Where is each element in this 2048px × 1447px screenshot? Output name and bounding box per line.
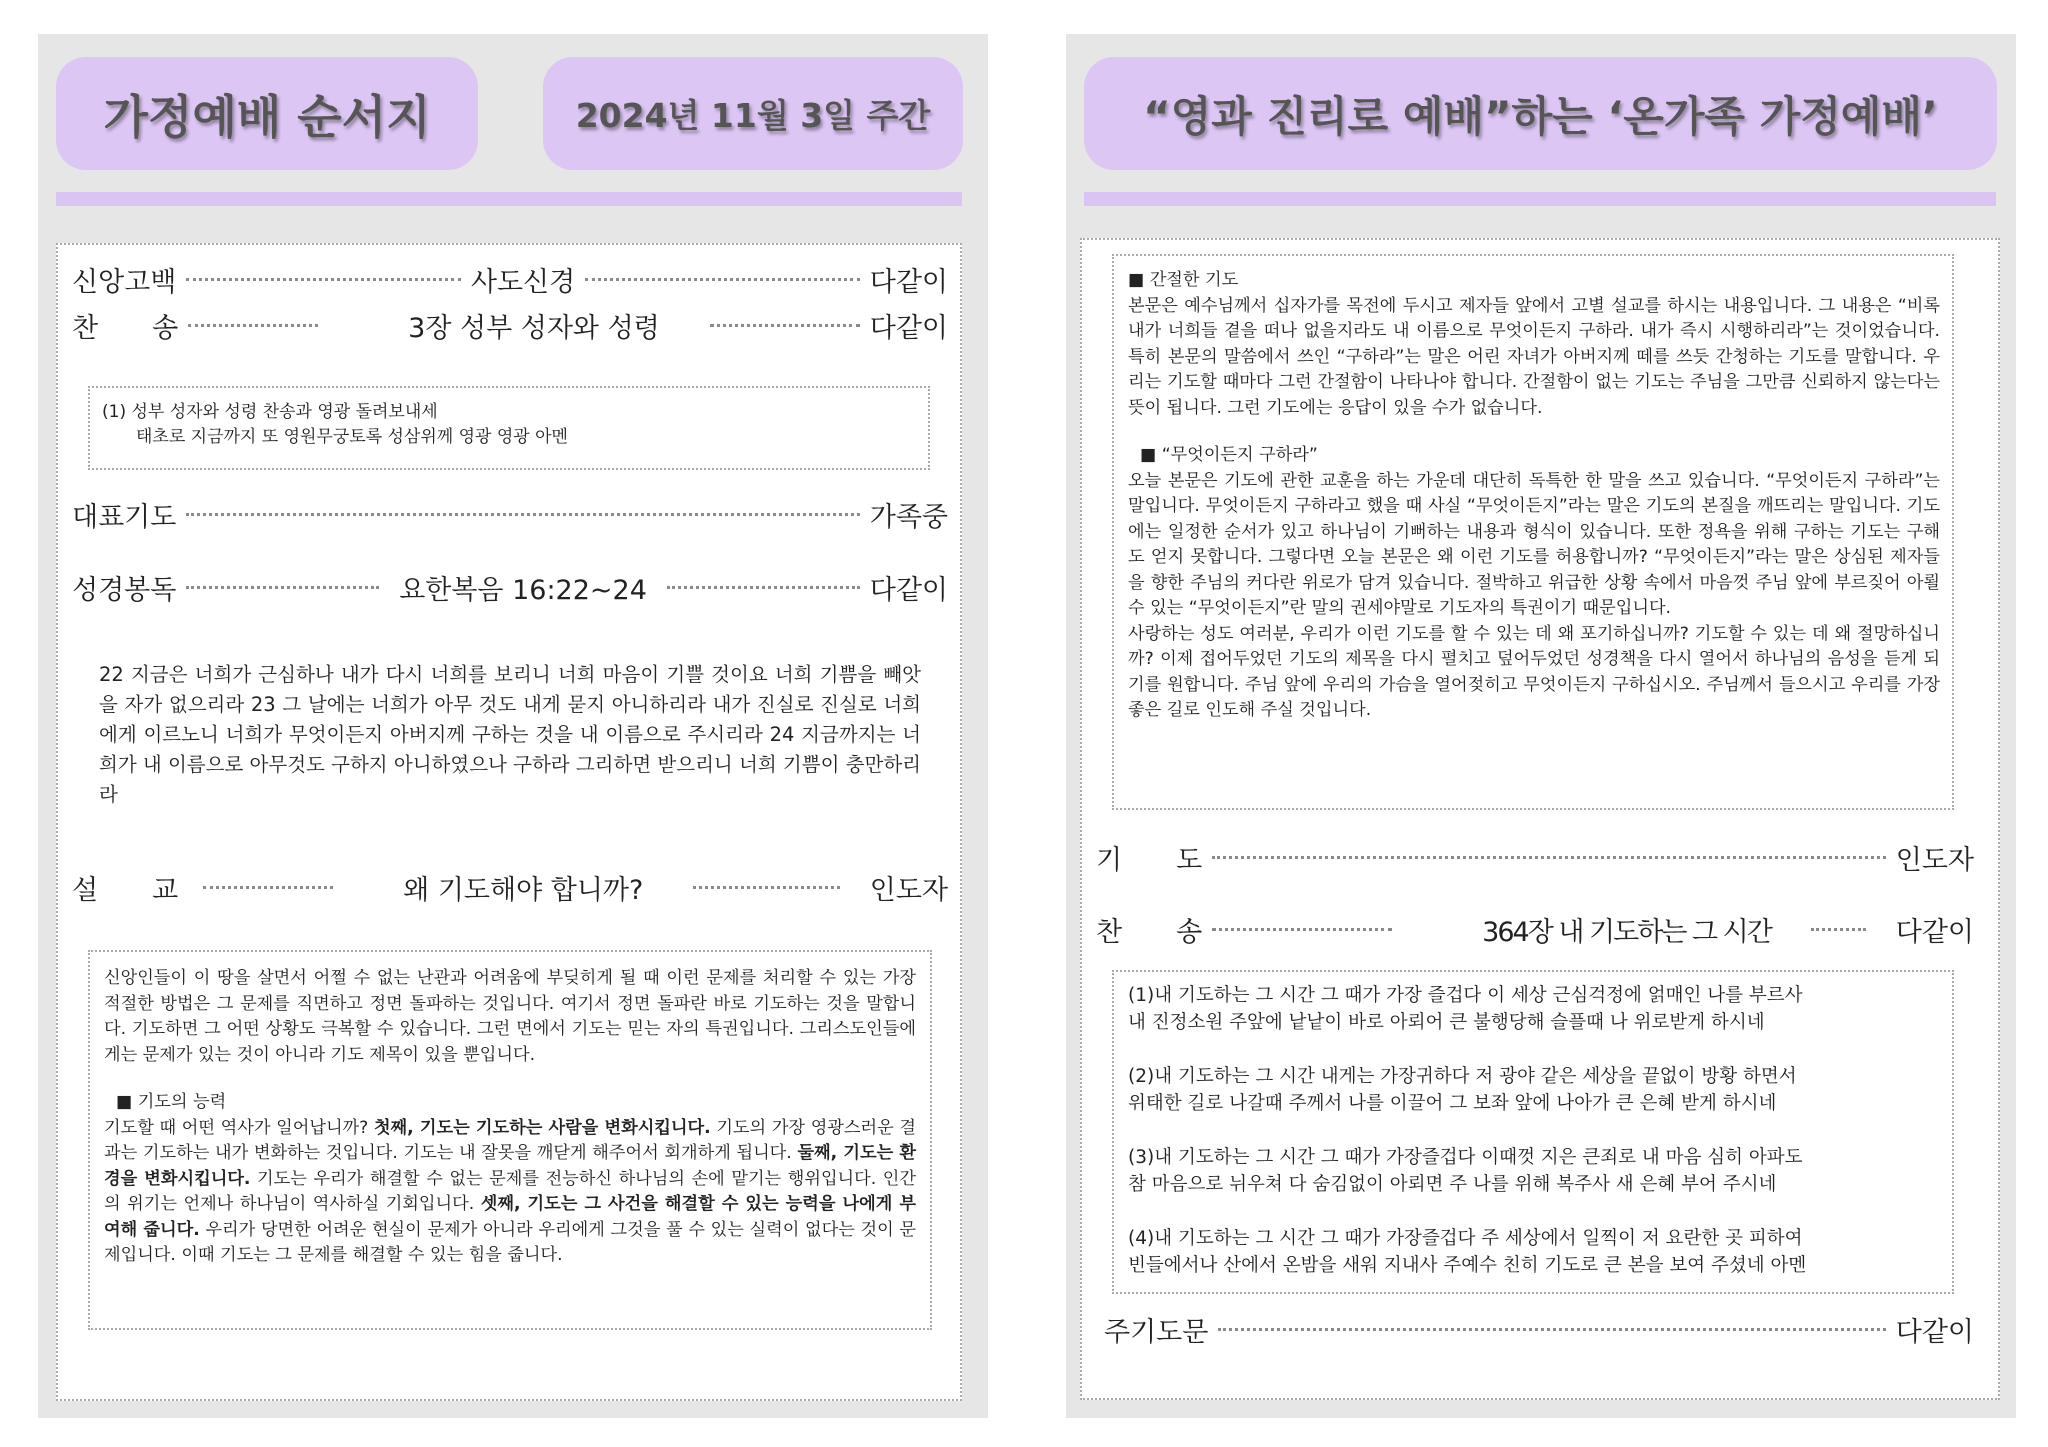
leader-dots [1212,928,1392,931]
creed-content: 사도신경 [470,267,576,298]
closing-hymn-label: 찬 송 [1096,917,1203,948]
sermon-continued-box [1112,254,1954,810]
family-worship-title: “영과 진리로 예배”하는 ‘온가족 가정예배’ [1143,91,1938,141]
lords-prayer-row [1104,1310,1974,1349]
closing-prayer-leader: 인도자 [1895,845,1974,876]
leader-dots [585,278,860,281]
worship-order-title: 가정예배 순서지 [103,89,431,144]
hymn-lyrics-line1: (1) 성부 성자와 성령 찬송과 영광 돌려보내세 [102,402,438,422]
hymn-row [72,306,948,345]
prayer-label: 대표기도 [72,502,177,533]
prayer-row [72,495,948,534]
hymn-leader: 다같이 [869,313,948,344]
hymn-lyrics-line2: 태초로 지금까지 또 영원무궁토록 성삼위께 영광 영광 아멘 [136,427,568,447]
sermon-box [88,950,932,1330]
hymn-verse: (1)내 기도하는 그 시간 그 때가 가장 즐겁다 이 세상 근심걱정에 얽매인 나를 부르사 내 진정소원 주앞에 낱낱이 바로 아뢰어 큰 불행당해 슬플때 나 위로받게 하시네 [1128,985,1803,1033]
leader-dots [1218,1328,1885,1331]
reading-leader: 다같이 [869,575,948,606]
left-title-pill [56,57,478,170]
closing-hymn-row [1096,910,1974,949]
hymn-content: 3장 성부 성자와 성령 [408,313,660,344]
hymn-verse: (2)내 기도하는 그 시간 내게는 가장귀하다 저 광야 같은 세상을 끝없이 방황 하면서 위태한 길로 나갈때 주께서 나를 이끌어 그 보좌 앞에 나아가 큰 은혜 받게 하시네 [1128,1066,1797,1114]
reading-label: 성경봉독 [72,575,177,606]
leader-dots [1811,928,1866,931]
heading-earnest-prayer: ■ 간절한 기도 [1128,270,1239,290]
leader-dots [710,324,860,327]
leader-dots [667,586,860,589]
creed-leader: 다같이 [869,267,948,298]
leader-dots [186,278,461,281]
hymn-verse: (4)내 기도하는 그 시간 그 때가 가장즐겁다 주 세상에서 일찍이 저 요란한 곳 피하여 빈들에서나 산에서 온밤을 새워 지내사 주예수 친히 기도로 큰 본을 보여 주셨네 아멘 [1128,1228,1807,1276]
sermon-intro: 신앙인들이 이 땅을 살면서 어쩔 수 없는 난관과 어려움에 부딪히게 될 때 이런 문제를 처리할 수 있는 가장 적절한 방법은 그 문제를 직면하고 정면 돌파하는 것입니다. 여기서 정면 돌파란 바로 기도하는 것을 말합니다. 기도하면 그 어떤 상황도 극복할 수 있습니다. 그런 면에서 기도는 믿는 자의 특권입니다. 그리스도인들에게는 문제가 있는 것이 아니라 기도 제목이 있을 뿐입니다. [104,968,916,1065]
leader-dots [693,886,839,889]
leader-dots [186,586,379,589]
date-pill [543,57,963,170]
earnest-prayer-text: 본문은 예수님께서 십자가를 목전에 두시고 제자들 앞에서 고별 설교를 하시는 내용입니다. 그 내용은 “비록 내가 너희들 곁을 떠나 없을지라도 내 이름으로 무엇이든지 구하라. 내가 즉시 시행하리라”는 것이었습니다. 특히 본문의 말씀에서 쓰인 “구하라”는 말은 어린 자녀가 아버지께 떼를 쓰듯 간청하는 기도를 말합니다. 우리는 기도할 때마다 그런 간절함이 나타나야 합니다. 간절함이 없는 기도는 주님을 그만큼 신뢰하지 않는다는 뜻이 됩니다. 그런 기도에는 응답이 있을 수가 없습니다. [1128,295,1940,418]
reading-row [72,568,948,607]
heading-ask-anything: ■ “무엇이든지 구하라” [1140,445,1318,465]
reading-content: 요한복음 16:22~24 [399,575,647,606]
left-divider-bar [56,192,962,206]
prayer-leader: 가족중 [869,502,948,533]
hymn-verse: (3)내 기도하는 그 시간 그 때가 가장즐겁다 이때껏 지은 큰죄로 내 마음 심히 아파도 참 마음으로 뉘우쳐 다 숨김없이 아뢰면 주 나를 위해 복주사 새 은혜 부어 주시네 [1128,1147,1803,1195]
creed-row [72,260,948,299]
sermon-row [72,868,948,907]
leader-dots [188,324,318,327]
leader-dots [186,513,859,516]
creed-label: 신앙고백 [72,267,177,298]
hymn-lyrics-box [88,386,930,470]
right-divider-bar [1084,192,1996,206]
closing-prayer-label: 기 도 [1096,845,1203,876]
leader-dots [203,886,333,889]
lords-prayer-label: 주기도문 [1104,1317,1209,1348]
lords-prayer-leader: 다같이 [1895,1317,1974,1348]
closing-prayer-row [1096,838,1974,877]
closing-hymn-lyrics-box [1112,970,1954,1294]
right-title-pill [1084,57,1997,170]
sermon-heading-power: ■ 기도의 능력 [116,1092,227,1112]
scripture-text: 22 지금은 너희가 근심하나 내가 다시 너희를 보리니 너희 마음이 기쁠 것이요 너희 기쁨을 빼앗을 자가 없으리라 23 그 날에는 너희가 아무 것도 내게 묻지 아니하리라 내가 진실로 진실로 너희에게 이르노니 너희가 무엇이든지 아버지께 구하는 것을 내 이름으로 주시리라 24 지금까지는 너희가 내 이름으로 아무것도 구하지 아니하였으나 구하라 그리하면 받으리니 너희 기쁨이 충만하리라 [99,663,921,806]
ask-anything-text: 오늘 본문은 기도에 관한 교훈을 하는 가운데 대단히 독특한 한 말을 쓰고 있습니다. “무엇이든지 구하라”는 말입니다. 무엇이든지 구하라고 했을 때 사실 “무엇이든지”라는 말은 기도의 본질을 깨뜨리는 말입니다. 기도에는 일정한 순서가 있고 하나님이 기뻐하는 내용과 형식이 있습니다. 또한 정욕을 위해 구하는 기도는 구해도 얻지 못합니다. 그렇다면 오늘 본문은 왜 이런 기도를 허용합니까? “무엇이든지”라는 말은 상심된 제자들을 향한 주님의 커다란 위로가 담겨 있습니다. 절박하고 위급한 상황 속에서 마음껏 주님 앞에 부르짖어 아뢸 수 있는 “무엇이든지”란 말의 권세야말로 기도자의 특권이기 때문입니다. [1128,470,1940,618]
sermon-label: 설 교 [72,875,179,906]
closing-hymn-content: 364장 내 기도하는 그 시간 [1482,917,1771,948]
hymn-label: 찬 송 [72,313,179,344]
leader-dots [1212,856,1886,859]
sermon-power-text: 기도할 때 어떤 역사가 일어납니까? 첫째, 기도는 기도하는 사람을 변화시킵니다. 기도의 가장 영광스러운 결과는 기도하는 내가 변화하는 것입니다. 기도는 내 잘못을 깨닫게 해주어서 회개하게 됩니다. 둘째, 기도는 환경을 변화시킵니다. 기도는 우리가 해결할 수 없는 문제를 전능하신 하나님의 손에 맡기는 행위입니다. 인간의 위기는 언제나 하나님이 역사하실 기회입니다. 셋째, 기도는 그 사건을 해결할 수 있는 능력을 나에게 부여해 줍니다. 우리가 당면한 어려운 현실이 문제가 아니라 우리에게 그것을 풀 수 있는 실력이 없다는 것이 문제입니다. 이때 기도는 그 문제를 해결할 수 있는 힘을 줍니다. [104,1117,917,1265]
closing-exhortation: 사랑하는 성도 여러분, 우리가 이런 기도를 할 수 있는 데 왜 포기하십니까? 기도할 수 있는 데 왜 절망하십니까? 이제 접어두었던 기도의 제목을 다시 펼치고 덮어두었던 성경책을 다시 열어서 하나님의 음성을 듣게 되기를 원합니다. 주님 앞에 우리의 가슴을 열어젖히고 무엇이든지 구하십시오. 주님께서 들으시고 우리를 가장 좋은 길로 인도해 주실 것입니다. [1128,623,1940,720]
sermon-leader: 인도자 [869,875,948,906]
sermon-title: 왜 기도해야 합니까? [403,875,644,906]
closing-hymn-leader: 다같이 [1895,917,1974,948]
worship-date: 2024년 11월 3일 주간 [575,96,931,135]
